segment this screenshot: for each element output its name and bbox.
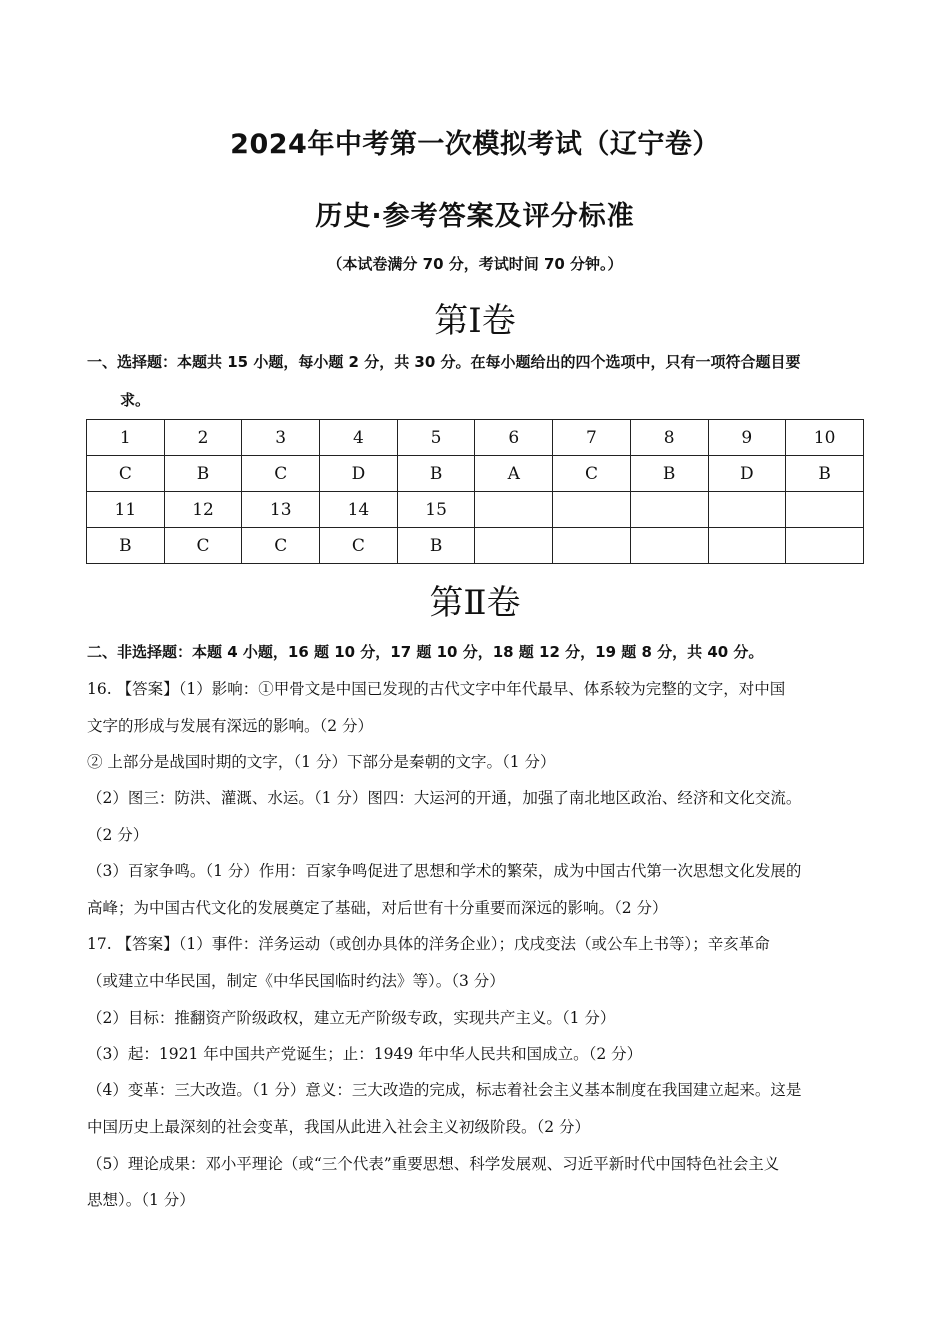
answer-line: 文字的形成与发展有深远的影响。（2 分） <box>87 717 374 735</box>
table-cell: B <box>786 456 864 492</box>
table-cell: 15 <box>397 492 475 528</box>
table-cell: B <box>164 456 242 492</box>
table-cell <box>475 492 553 528</box>
answer-line: 思想）。（1 分） <box>87 1191 195 1209</box>
table-cell: 14 <box>320 492 398 528</box>
answer-line: （3）起：1921 年中国共产党诞生；止：1949 年中华人民共和国成立。（2 分） <box>87 1045 643 1063</box>
table-cell: D <box>320 456 398 492</box>
answer-line: （5）理论成果：邓小平理论（或“三个代表”重要思想、科学发展观、习近平新时代中国特色社会主义 <box>87 1155 780 1173</box>
part1-instruction-cont: 求。 <box>120 391 151 409</box>
table-row <box>87 420 864 456</box>
table-cell: 8 <box>630 420 708 456</box>
table-cell <box>630 492 708 528</box>
exam-title: 2024年中考第一次模拟考试（辽宁卷） <box>230 129 720 160</box>
part1-instruction: 一、选择题：本题共 15 小题，每小题 2 分，共 30 分。在每小题给出的四个选项中，只有一项符合题目要 <box>87 353 801 371</box>
table-cell: B <box>630 456 708 492</box>
table-cell <box>553 528 631 564</box>
table-row <box>87 492 864 528</box>
table-cell: C <box>320 528 398 564</box>
table-cell: 12 <box>164 492 242 528</box>
table-cell: B <box>397 528 475 564</box>
table-cell <box>786 528 864 564</box>
table-row <box>87 456 864 492</box>
table-cell: 4 <box>320 420 398 456</box>
table-cell <box>786 492 864 528</box>
table-cell: 10 <box>786 420 864 456</box>
answer-line: 16. 【答案】（1）影响：①甲骨文是中国已发现的古代文字中年代最早、体系较为完整的文字，对中国 <box>87 680 786 698</box>
table-cell <box>708 492 786 528</box>
part1-heading: 第Ⅰ卷 <box>434 301 516 341</box>
table-cell: 6 <box>475 420 553 456</box>
table-cell: 1 <box>87 420 165 456</box>
answer-line: （或建立中华民国，制定《中华民国临时约法》等）。（3 分） <box>87 972 505 990</box>
answer-line: ② 上部分是战国时期的文字，（1 分）下部分是秦朝的文字。（1 分） <box>87 753 556 771</box>
table-cell: C <box>87 456 165 492</box>
table-cell: B <box>87 528 165 564</box>
table-cell: C <box>553 456 631 492</box>
table-cell: 11 <box>87 492 165 528</box>
part2-heading: 第Ⅱ卷 <box>429 583 521 623</box>
table-row <box>87 528 864 564</box>
answer-line: （2）图三：防洪、灌溉、水运。（1 分）图四：大运河的开通，加强了南北地区政治、经济和文化交流。 <box>87 789 802 807</box>
table-cell: C <box>242 456 320 492</box>
answer-line: （2）目标：推翻资产阶级政权，建立无产阶级专政，实现共产主义。（1 分） <box>87 1009 616 1027</box>
table-cell: 7 <box>553 420 631 456</box>
table-cell: B <box>397 456 475 492</box>
table-cell: 13 <box>242 492 320 528</box>
exam-subtitle: 历史·参考答案及评分标准 <box>315 201 635 232</box>
answer-line: （3）百家争鸣。（1 分）作用：百家争鸣促进了思想和学术的繁荣，成为中国古代第一次思想文化发展的 <box>87 862 802 880</box>
answer-line: 17. 【答案】（1）事件：洋务运动（或创办具体的洋务企业）；戊戌变法（或公车上书等）；辛亥革命 <box>87 935 770 953</box>
table-cell: C <box>242 528 320 564</box>
table-cell: 9 <box>708 420 786 456</box>
table-cell: 5 <box>397 420 475 456</box>
table-cell: C <box>164 528 242 564</box>
table-cell: 3 <box>242 420 320 456</box>
table-cell <box>475 528 553 564</box>
table-cell <box>553 492 631 528</box>
answer-line: （2 分） <box>87 826 149 844</box>
table-cell: 2 <box>164 420 242 456</box>
part2-instruction: 二、非选择题：本题 4 小题，16 题 10 分，17 题 10 分，18 题 12 分，19 题 8 分，共 40 分。 <box>87 643 764 661</box>
answer-table <box>86 419 864 564</box>
answer-line: （4）变革：三大改造。（1 分）意义：三大改造的完成，标志着社会主义基本制度在我国建立起来。这是 <box>87 1081 802 1099</box>
table-cell: A <box>475 456 553 492</box>
table-cell <box>630 528 708 564</box>
answer-line: 高峰；为中国古代文化的发展奠定了基础，对后世有十分重要而深远的影响。（2 分） <box>87 899 668 917</box>
exam-note: （本试卷满分 70 分，考试时间 70 分钟。） <box>327 255 623 273</box>
answer-line: 中国历史上最深刻的社会变革，我国从此进入社会主义初级阶段。（2 分） <box>87 1118 591 1136</box>
table-cell: D <box>708 456 786 492</box>
table-cell <box>708 528 786 564</box>
